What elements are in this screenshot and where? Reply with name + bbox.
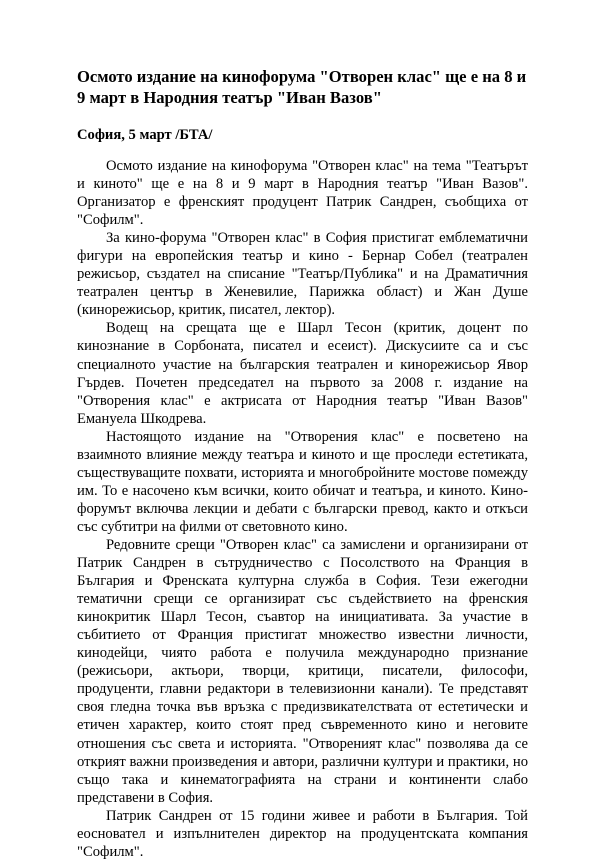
paragraph: За кино-форума "Отворен клас" в София пристигат емблематични фигури на европейския театър и кино - Бернар Собел (театрален режисьор, създател на списание "Театър/Публика" и на Драматичния театрален център в Женевилие, Парижка област) и Жан Душе (кинорежисьор, критик, писател, лектор). [77,230,528,319]
article-body [77,157,528,861]
paragraph: Настоящото издание на "Отворения клас" е посветено на взаимното влияние между театъра и киното и ще проследи естетиката, съществуващите похвати, историята и многобройните мостове помежду им. То е насочено към всички, които обичат и театъра, и киното. Кино-форумът включва лекции и дебати с български превод, както и откъси със субтитри на филми от световното кино. [77,428,528,535]
paragraph: Патрик Сандрен от 15 години живее и работи в България. Той еосновател и изпълнителен директор на продуцентската компания "Софилм". [77,807,528,860]
paragraph: Водещ на срещата ще е Шарл Тесон (критик, доцент по кинознание в Сорбоната, писател и есеист). Дискусиите са и със специалното участие на българския театрален и кинорежисьор Явор Гърдев. Почетен председател на първото за 2008 г. издание на "Отворения клас" е актрисата от Народния театър "Иван Вазов" Емануела Шкодрева. [77,320,528,427]
paragraph: Редовните срещи "Отворен клас" са замислени и организирани от Патрик Сандрен в сътрудничество с Посолството на Франция в България и Френската културна служба в София. Тези ежегодни тематични срещи се организират със съдействието на френския кинокритик Шарл Тесон, съавтор на инициативата. За участие в събитието от Франция пристигат множество известни личности, кинодейци, чиято работа е получила международно признание (режисьори, актьори, творци, критици, писатели, философи, продуценти, главни редактори в телевизионни канали). Те представят своя гледна точка във връзка с предизвикателствата от естетически и етичен характер, които стоят пред съвременното кино и неговите отношения със света и историята. "Отвореният клас" позволява да се открият важни произведения и автори, различни култури и практики, но също така и кинематографията на страни и континенти слабо представени в София. [77,536,528,806]
dateline: София, 5 март /БТА/ [77,127,213,143]
paragraph: Осмото издание на кинофорума "Отворен клас" на тема "Театърът и киното" ще е на 8 и 9 март в Народния театър "Иван Вазов". Организатор е френският продуцент Патрик Сандрен, съобщиха от "Софилм". [77,158,528,229]
article-title: Осмото издание на кинофорума "Отворен клас" ще е на 8 и 9 март в Народния театър "Иван Вазов" [77,67,527,107]
